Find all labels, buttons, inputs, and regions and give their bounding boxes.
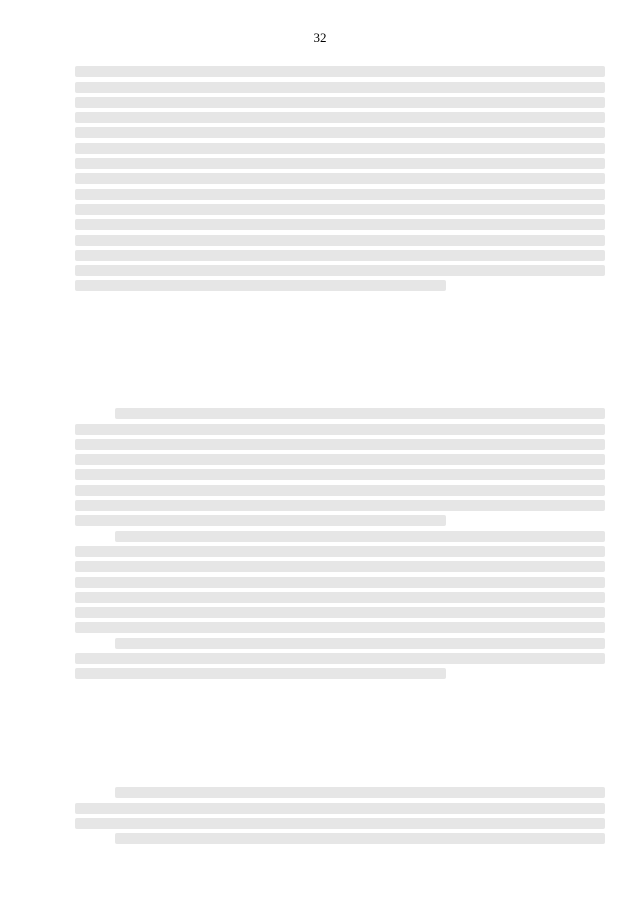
preamble-paragraph <box>75 62 605 296</box>
section-2-body <box>75 783 605 848</box>
section-1-body <box>75 404 605 684</box>
page-number: 32 <box>313 30 327 45</box>
